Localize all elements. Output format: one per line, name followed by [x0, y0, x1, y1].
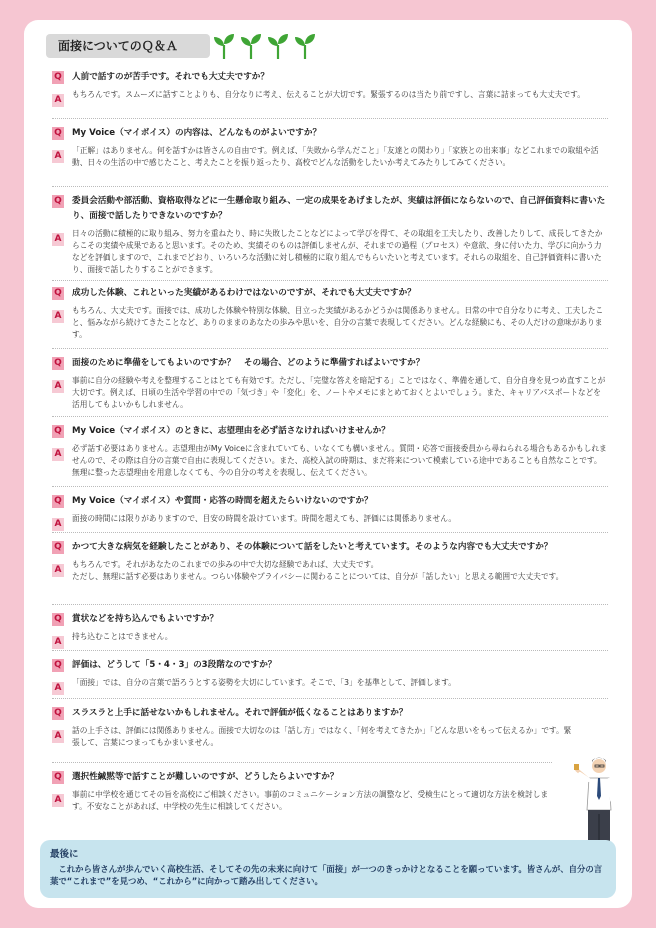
- qa-card: [24, 20, 632, 908]
- qa-item: [52, 706, 608, 749]
- divider: [52, 280, 608, 281]
- answer-badge: A: [52, 448, 64, 461]
- answer-text: 必ず話す必要はありません。志望理由がMy Voiceに含まれていても、いなくても構いません。質問・応答で面接委員から尋ねられる場合もあるかもしれませんので、その際は自分の言葉で自由に表現してください。また、高校入試の時期は、まだ将来について模索している途中であることも自然なことです。無理に整った志望理由を用意しなくても、今の自分の考えを表現し、伝えてください。: [72, 444, 607, 477]
- qa-item: [52, 424, 608, 479]
- answer-text: 話の上手さは、評価には関係ありません。面接で大切なのは「話し方」ではなく、「何を考えてきたか」「どんな思いをもって伝えるか」です。緊張して、言葉につまってもかまいません。: [72, 726, 572, 747]
- divider: [52, 416, 608, 417]
- qa-item: [52, 286, 608, 341]
- sprout-decoration: [212, 32, 317, 60]
- question-text: My Voice（マイボイス）の内容は、どんなものがよいですか？: [72, 128, 322, 138]
- divider: [52, 604, 608, 605]
- question-badge: Q: [52, 613, 64, 626]
- answer-badge: A: [52, 730, 64, 743]
- answer-badge: A: [52, 380, 64, 393]
- question-badge: Q: [52, 771, 64, 784]
- question-badge: Q: [52, 659, 64, 672]
- answer-text: 事前に自分の経験や考えを整理することはとても有効です。ただし、「完璧な答えを暗記する」ことではなく、準備を通して、自分自身を見つめ直すことが大切です。例えば、日頃の生活や学習の中での「気づき」や「変化」を、ノートやメモにまとめておくとよいでしょう。また、キャリアパスポートなどを活用してもよいかもしれません。: [72, 376, 606, 409]
- person-presenting-icon: [572, 752, 618, 850]
- answer-text: もちろんです。スムーズに話すことよりも、自分なりに考え、伝えることが大切です。緊張するのは当たり前ですし、言葉に詰まっても大丈夫です。: [72, 90, 585, 99]
- sprout-icon: [239, 32, 263, 60]
- answer-text: 「面接」では、自分の言葉で語ろうとする姿勢を大切にしています。そこで、「3」を基準として、評価します。: [72, 678, 456, 687]
- closing-text: これから皆さんが歩んでいく高校生活、そしてその先の未来に向けて「面接」が一つのきっかけとなることを願っています。皆さんが、自分の言葉で“これまで”を見つめ、“これから”に向かって踏み出してください。: [50, 864, 603, 886]
- divider: [52, 486, 608, 487]
- divider: [52, 348, 608, 349]
- answer-badge: A: [52, 518, 64, 531]
- qa-item: [52, 494, 608, 529]
- divider: [52, 762, 552, 763]
- qa-item: [52, 658, 608, 693]
- answer-text: 事前に中学校を通じてその旨を高校にご相談ください。事前のコミュニケーション方法の調整など、受検生にとって適切な方法を検討します。不安なことがあれば、中学校の先生に相談してください。: [72, 790, 549, 811]
- question-text: スラスラと上手に話せないかもしれません。それで評価が低くなることはありますか？: [72, 708, 408, 718]
- divider: [52, 698, 608, 699]
- question-text: 人前で話すのが苦手です。それでも大丈夫ですか？: [72, 72, 269, 82]
- question-text: かつて大きな病気を経験したことがあり、その体験について話をしたいと考えています。そのような内容でも大丈夫ですか？: [72, 542, 553, 552]
- closing-title: 最後に: [50, 849, 79, 860]
- sprout-icon: [212, 32, 236, 60]
- question-text: 面接のために準備をしてもよいのですか？ その場合、どのように準備すればよいですか？: [72, 358, 425, 368]
- sprout-icon: [293, 32, 317, 60]
- qa-item: [52, 126, 608, 169]
- answer-text: 持ち込むことはできません。: [72, 632, 173, 641]
- question-badge: Q: [52, 71, 64, 84]
- question-text: My Voice（マイボイス）や質問・応答の時間を超えたらいけないのですか？: [72, 496, 373, 506]
- answer-text: もちろん、大丈夫です。面接では、成功した体験や特別な体験、目立った実績があるかどうかは関係ありません。日常の中で自分なりに考え、工夫したこと、悩みながら続けてきたことなど、ありのままのあなたの歩みや思いを、自分の言葉で表現してください。どんな経験にも、その人だけの意味があります。: [72, 306, 604, 339]
- question-badge: Q: [52, 195, 64, 208]
- question-badge: Q: [52, 127, 64, 140]
- question-badge: Q: [52, 495, 64, 508]
- answer-text: 「正解」はありません。何を話すかは皆さんの自由です。例えば、「失敗から学んだこと」「友達との関わり」「家族との出来事」などこれまでの取組や活動、日々の生活の中で感じたこと、考えたことを振り返ったり、高校でどんな活動をしたいか考えてみたりしてみてください。: [72, 146, 599, 167]
- question-badge: Q: [52, 357, 64, 370]
- qa-item: [52, 70, 608, 105]
- question-text: My Voice（マイボイス）のときに、志望理由を必ず話さなければいけませんか？: [72, 426, 390, 436]
- answer-badge: A: [52, 636, 64, 649]
- question-badge: Q: [52, 425, 64, 438]
- question-text: 成功した体験、これといった実績があるわけではないのですが、それでも大丈夫ですか？: [72, 288, 416, 298]
- question-text: 選択性緘黙等で話すことが難しいのですが、どうしたらよいですか？: [72, 772, 339, 782]
- question-badge: Q: [52, 541, 64, 554]
- divider: [52, 650, 608, 651]
- answer-text: 日々の活動に積極的に取り組み、努力を重ねたり、時に失敗したことなどによって学びを得て、その取組を工夫したり、改善したりして、成長してきたからこその実績や成果であると思います。そのため、実績そのものは評価しませんが、それまでの過程（プロセス）や意欲、身に付いた力、学びに向かう力などを評価しますので、これまでどおり、いろいろな活動に対し積極的に取り組んでもらいたいと考えています。それらの取組を、自己評価資料に書いたり、面接で話したりすることができます。: [72, 229, 603, 274]
- sprout-icon: [266, 32, 290, 60]
- question-text: 評価は、どうして「5・4・3」の3段階なのですか？: [72, 660, 277, 670]
- qa-item: [52, 540, 608, 583]
- answer-text: もちろんです。それがあなたのこれまでの歩みの中で大切な経験であれば、大丈夫です。 ただし、無理に話す必要はありません。つらい体験やプライバシーに関わることについては、自分が「話したい」と思える範囲で大丈夫です。: [72, 560, 564, 581]
- answer-badge: A: [52, 310, 64, 323]
- answer-badge: A: [52, 233, 64, 246]
- divider: [52, 186, 608, 187]
- question-badge: Q: [52, 707, 64, 720]
- divider: [52, 532, 608, 533]
- question-badge: Q: [52, 287, 64, 300]
- answer-badge: A: [52, 150, 64, 163]
- answer-badge: A: [52, 682, 64, 695]
- answer-badge: A: [52, 564, 64, 577]
- answer-text: 面接の時間には限りがありますので、目安の時間を設けています。時間を超えても、評価には関係ありません。: [72, 514, 457, 523]
- divider: [52, 118, 608, 119]
- question-text: 委員会活動や部活動、資格取得などに一生懸命取り組み、一定の成果をあげましたが、実績は評価にならないので、自己評価資料に書いたり、面接で話したりできないのですか？: [72, 196, 606, 221]
- page-title: 面接についてのＱ＆Ａ: [46, 34, 210, 58]
- qa-item: [52, 356, 608, 411]
- question-text: 賞状などを持ち込んでもよいですか？: [72, 614, 219, 624]
- qa-item: [52, 194, 608, 276]
- answer-badge: A: [52, 794, 64, 807]
- closing-box: [40, 840, 616, 898]
- qa-item: [52, 770, 552, 813]
- answer-badge: A: [52, 94, 64, 107]
- qa-item: [52, 612, 608, 647]
